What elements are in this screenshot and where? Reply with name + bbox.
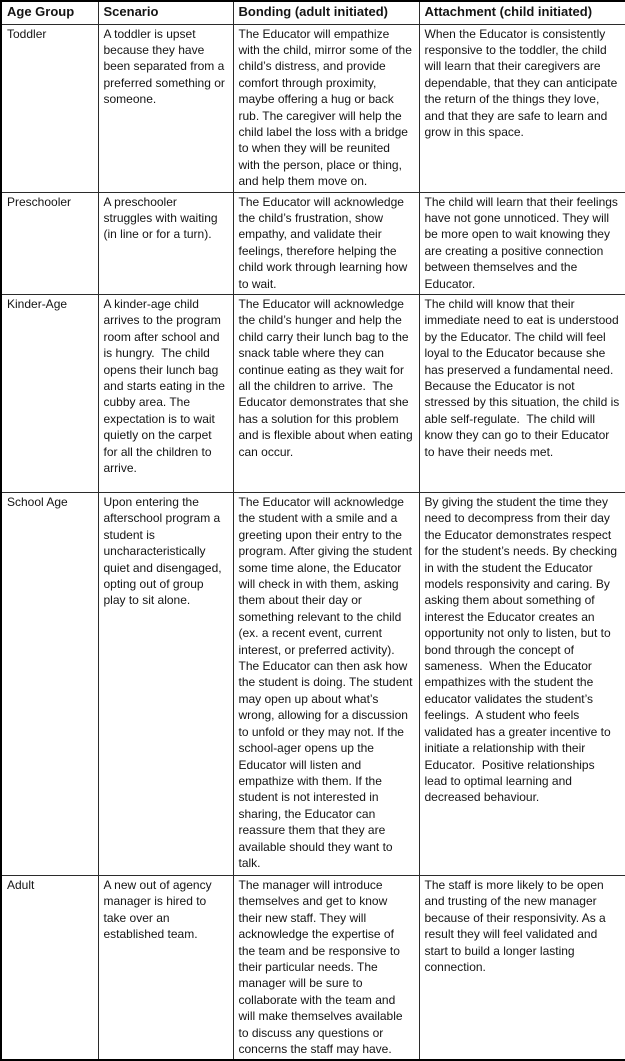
scenario-cell: A kinder-age child arrives to the program room after school and is hungry. The child opens their lunch bag and starts eating in the cubby area. The expectation is to wait quietly on the carpet for all the children to arrive. <box>98 295 233 493</box>
age-group-label: Toddler <box>1 24 98 192</box>
table-row-toddler <box>1 24 625 192</box>
bonding-cell: The Educator will acknowledge the student with a smile and a greeting upon their entry to the program. After giving the student some time alone, the Educator will check in with them, asking them about their day or something relevant to the child (ex. a recent event, current interest, or preferred activity). The Educator can then ask how the student is doing. The student may open up about what’s wrong, allowing for a discussion to unfold or they may not. If the school-ager opens up the Educator will listen and empathize with them. If the student is not interested in sharing, the Educator can reassure them that they are available should they want to talk. <box>233 493 419 876</box>
attachment-cell: The child will learn that their feelings have not gone unnoticed. They will be more open to wait knowing they are creating a positive connection between themselves and the Educator. <box>419 192 625 294</box>
table-row-school-age <box>1 493 625 876</box>
table-header-row <box>1 1 625 24</box>
table-row-kinder-age <box>1 295 625 493</box>
header-cell-bonding: Bonding (adult initiated) <box>233 1 419 24</box>
attachment-cell: The staff is more likely to be open and trusting of the new manager because of their responsivity. As a result they will feel validated and start to build a longer lasting connection. <box>419 876 625 1061</box>
bonding-cell: The Educator will acknowledge the child’s frustration, show empathy, and validate their feelings, therefore helping the child work through learning how to wait. <box>233 192 419 294</box>
bonding-cell: The Educator will acknowledge the child’s hunger and help the child carry their lunch bag to the snack table where they can continue eating as they wait for all the children to arrive. The Educator demonstrates that she has a solution for this problem and is flexible about when eating can occur. <box>233 295 419 493</box>
age-group-label: Kinder-Age <box>1 295 98 493</box>
age-group-label: Adult <box>1 876 98 1061</box>
scenario-cell: A new out of agency manager is hired to take over an established team. <box>98 876 233 1061</box>
bonding-cell: The manager will introduce themselves and get to know their new staff. They will acknowledge the expertise of the team and be responsive to their particular needs. The manager will be sure to collaborate with the team and will make themselves available to discuss any questions or concerns the staff may have. <box>233 876 419 1061</box>
scenario-cell: A preschooler struggles with waiting (in line or for a turn). <box>98 192 233 294</box>
age-group-label: Preschooler <box>1 192 98 294</box>
table-row-adult <box>1 876 625 1061</box>
table-row-preschooler <box>1 192 625 294</box>
scenario-cell: A toddler is upset because they have been separated from a preferred something or someone. <box>98 24 233 192</box>
header-cell-scenario: Scenario <box>98 1 233 24</box>
scenario-cell: Upon entering the afterschool program a student is uncharacteristically quiet and disengaged, opting out of group play to sit alone. <box>98 493 233 876</box>
attachment-cell: When the Educator is consistently responsive to the toddler, the child will learn that their caregivers are dependable, that they can anticipate the return of the things they love, and that they are safe to learn and grow in this space. <box>419 24 625 192</box>
attachment-cell: By giving the student the time they need to decompress from their day the Educator demonstrates respect for the student’s needs. By checking in with the student the Educator models responsivity and caring. By asking them about something of interest the Educator creates an opportunity not only to listen, but to bond through the concept of sameness. When the Educator empathizes with the student the educator validates the student’s feelings. A student who feels validated has a greater incentive to initiate a relationship with their Educator. Positive relationships lead to optimal learning and decreased behaviour. <box>419 493 625 876</box>
bonding-cell: The Educator will empathize with the child, mirror some of the child’s distress, and provide comfort through proximity, maybe offering a hug or back rub. The caregiver will help the child label the loss with a bridge to when they will be reunited with the person, place or thing, and help them move on. <box>233 24 419 192</box>
header-cell-age-group: Age Group <box>1 1 98 24</box>
attachment-cell: The child will know that their immediate need to eat is understood by the Educator. The child will feel loyal to the Educator because she has preserved a fundamental need. Because the Educator is not stressed by this situation, the child is able self-regulate. The child will know they can go to their Educator to have their needs met. <box>419 295 625 493</box>
header-cell-attachment: Attachment (child initiated) <box>419 1 625 24</box>
age-group-label: School Age <box>1 493 98 876</box>
